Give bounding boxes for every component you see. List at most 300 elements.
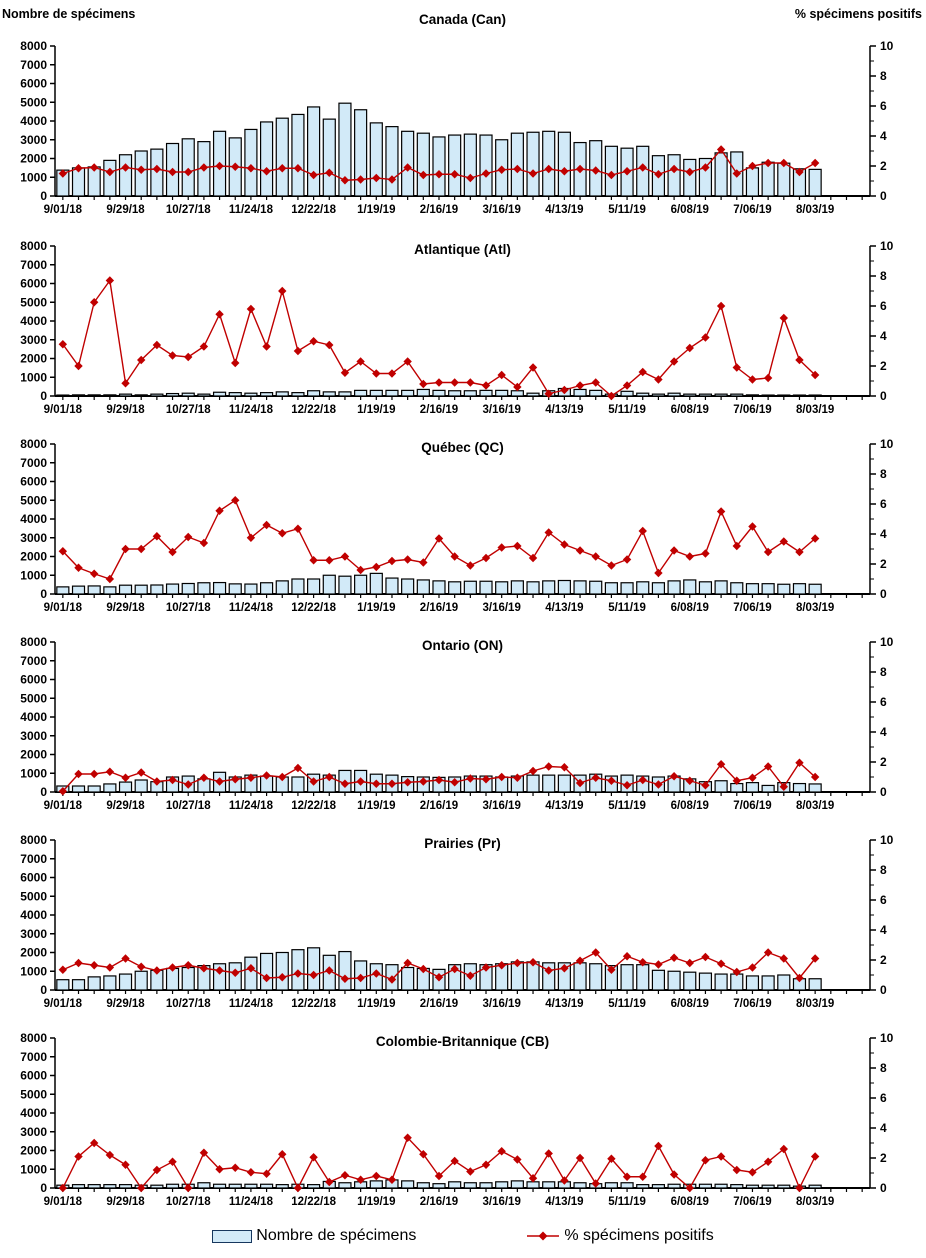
axis-text: 6 bbox=[880, 497, 887, 511]
chart-panel-prairies bbox=[0, 818, 926, 1016]
axis-text: 3000 bbox=[20, 728, 47, 743]
diamond-marker-icon bbox=[247, 305, 255, 313]
chart-svg bbox=[0, 1016, 926, 1214]
axis-text: 5000 bbox=[20, 691, 47, 706]
axis-text: 7000 bbox=[20, 257, 47, 272]
axis-text: 2 bbox=[880, 557, 887, 571]
specimen-bar bbox=[120, 394, 132, 396]
specimen-bar bbox=[496, 582, 508, 594]
axis-text: 9/01/18 bbox=[43, 404, 83, 416]
specimen-bar bbox=[308, 948, 320, 990]
diamond-marker-icon bbox=[215, 507, 223, 515]
specimen-bar bbox=[464, 581, 476, 594]
diamond-marker-icon bbox=[121, 954, 129, 962]
specimen-bar bbox=[605, 1183, 617, 1188]
axis-text: 8/03/19 bbox=[795, 1196, 835, 1208]
diamond-marker-icon bbox=[607, 561, 615, 569]
diamond-marker-icon bbox=[294, 347, 302, 355]
specimen-bar bbox=[574, 581, 586, 594]
axis-text: 12/22/18 bbox=[291, 800, 336, 812]
axis-text: 4 bbox=[880, 923, 887, 937]
specimen-bar bbox=[762, 584, 774, 594]
specimen-bar bbox=[308, 579, 320, 594]
specimen-bar bbox=[323, 119, 335, 196]
axis-text: 3000 bbox=[20, 926, 47, 941]
axis-text: 4 bbox=[880, 527, 887, 541]
specimen-bar bbox=[511, 133, 523, 196]
axis-text: 6/08/19 bbox=[670, 602, 709, 614]
specimen-bar bbox=[668, 971, 680, 990]
diamond-marker-icon bbox=[654, 1142, 662, 1150]
specimen-bar bbox=[809, 1185, 821, 1188]
specimen-bar bbox=[370, 573, 382, 594]
axis-text: 2000 bbox=[20, 1143, 47, 1158]
specimen-bar bbox=[402, 1181, 414, 1188]
axis-text: 8000 bbox=[20, 437, 47, 451]
axis-text: 5/11/19 bbox=[608, 800, 646, 812]
diamond-marker-icon bbox=[325, 556, 333, 564]
axis-text: 1000 bbox=[20, 766, 47, 781]
specimen-bar bbox=[182, 584, 194, 595]
specimen-bar bbox=[402, 390, 414, 396]
specimen-bar bbox=[590, 390, 602, 396]
diamond-marker-icon bbox=[294, 525, 302, 533]
bar-series-swatch bbox=[212, 1230, 252, 1243]
axis-text: 0 bbox=[40, 785, 47, 799]
specimen-bar bbox=[88, 395, 100, 396]
axis-text: 0 bbox=[40, 389, 47, 403]
specimen-bar bbox=[449, 135, 461, 196]
diamond-marker-icon bbox=[137, 963, 145, 971]
diamond-marker-icon bbox=[466, 561, 474, 569]
specimen-bar bbox=[652, 583, 664, 594]
axis-text: 8000 bbox=[20, 239, 47, 253]
specimen-bar bbox=[276, 581, 288, 594]
specimen-bar bbox=[276, 118, 288, 196]
axis-text: 7000 bbox=[20, 653, 47, 668]
specimen-bar bbox=[699, 973, 711, 990]
specimen-bar bbox=[637, 582, 649, 594]
diamond-marker-icon bbox=[90, 961, 98, 969]
axis-text: 8/03/19 bbox=[795, 800, 835, 812]
axis-text: 0 bbox=[880, 389, 887, 403]
specimen-bar bbox=[167, 394, 179, 396]
specimen-bar bbox=[699, 582, 711, 594]
axis-text: 1/19/19 bbox=[357, 602, 396, 614]
chart-panel-colombie-britannique bbox=[0, 1016, 926, 1214]
specimen-bar bbox=[417, 133, 429, 196]
diamond-marker-icon bbox=[309, 1153, 317, 1161]
chart-legend bbox=[0, 1214, 926, 1258]
axis-text: 9/01/18 bbox=[43, 800, 83, 812]
axis-text: 7/06/19 bbox=[733, 602, 772, 614]
specimen-bar bbox=[731, 974, 743, 990]
right-axis-title: % spécimens positifs bbox=[794, 7, 922, 21]
axis-text: 2/16/19 bbox=[419, 204, 459, 216]
axis-text: 11/24/18 bbox=[228, 602, 273, 614]
diamond-marker-icon bbox=[717, 960, 725, 968]
axis-text: 8/03/19 bbox=[795, 998, 835, 1010]
axis-text: 2/16/19 bbox=[419, 602, 459, 614]
left-axis-title: Nombre de spécimens bbox=[2, 7, 136, 21]
axis-text: 1/19/19 bbox=[357, 1196, 396, 1208]
specimen-bar bbox=[762, 785, 774, 792]
specimen-bar bbox=[480, 135, 492, 196]
axis-text: 10 bbox=[880, 39, 894, 53]
specimen-bar bbox=[527, 1182, 539, 1188]
diamond-marker-icon bbox=[639, 1173, 647, 1181]
specimen-bar bbox=[637, 1185, 649, 1188]
diamond-marker-icon bbox=[106, 963, 114, 971]
diamond-marker-icon bbox=[686, 959, 694, 967]
axis-text: 9/29/18 bbox=[106, 404, 145, 416]
specimen-bar bbox=[652, 1185, 664, 1188]
specimen-bar bbox=[292, 777, 304, 792]
chart-panel-canada bbox=[0, 0, 926, 224]
specimen-bar bbox=[746, 976, 758, 990]
axis-text: 9/29/18 bbox=[106, 602, 145, 614]
panel-title: Atlantique (Atl) bbox=[414, 242, 511, 257]
diamond-marker-icon bbox=[717, 302, 725, 310]
specimen-bar bbox=[684, 580, 696, 594]
specimen-bar bbox=[464, 1183, 476, 1188]
axis-text: 1/19/19 bbox=[357, 204, 396, 216]
specimen-bar bbox=[684, 394, 696, 396]
specimen-bar bbox=[762, 1185, 774, 1188]
specimen-bar bbox=[621, 1183, 633, 1188]
axis-text: 0 bbox=[40, 1181, 47, 1195]
specimen-bar bbox=[715, 781, 727, 792]
diamond-marker-icon bbox=[466, 1167, 474, 1175]
specimen-bar bbox=[543, 1182, 555, 1188]
diamond-marker-icon bbox=[450, 378, 458, 386]
diamond-marker-icon bbox=[372, 1172, 380, 1180]
diamond-marker-icon bbox=[592, 552, 600, 560]
axis-text: 0 bbox=[880, 983, 887, 997]
axis-text: 2/16/19 bbox=[419, 998, 459, 1010]
axis-text: 1/19/19 bbox=[357, 404, 396, 416]
specimen-bar bbox=[762, 976, 774, 990]
diamond-marker-icon bbox=[780, 314, 788, 322]
axis-text: 5000 bbox=[20, 493, 47, 508]
axis-text: 0 bbox=[880, 1181, 887, 1195]
diamond-marker-icon bbox=[168, 351, 176, 359]
axis-text: 5000 bbox=[20, 1087, 47, 1102]
specimen-bar bbox=[386, 127, 398, 196]
specimen-bar bbox=[449, 391, 461, 396]
diamond-marker-icon bbox=[811, 1152, 819, 1160]
specimen-bar bbox=[417, 1183, 429, 1188]
specimen-bar bbox=[292, 114, 304, 196]
diamond-marker-icon bbox=[278, 529, 286, 537]
diamond-marker-icon bbox=[701, 953, 709, 961]
specimen-bar bbox=[73, 786, 85, 792]
specimen-bar bbox=[182, 393, 194, 396]
axis-text: 3/16/19 bbox=[482, 602, 521, 614]
specimen-bar bbox=[511, 391, 523, 396]
axis-text: 0 bbox=[40, 587, 47, 601]
specimen-bar bbox=[417, 580, 429, 594]
diamond-marker-icon bbox=[247, 1168, 255, 1176]
specimen-bar bbox=[88, 586, 100, 594]
specimen-bar bbox=[746, 783, 758, 792]
diamond-marker-icon bbox=[388, 557, 396, 565]
specimen-bar bbox=[621, 391, 633, 396]
diamond-marker-icon bbox=[231, 1164, 239, 1172]
axis-text: 10/27/18 bbox=[165, 800, 211, 812]
axis-text: 2/16/19 bbox=[419, 404, 459, 416]
diamond-marker-icon bbox=[137, 768, 145, 776]
diamond-marker-icon bbox=[717, 507, 725, 515]
axis-text: 6 bbox=[880, 299, 887, 313]
specimen-bar bbox=[261, 1184, 273, 1188]
axis-text: 1/19/19 bbox=[357, 800, 396, 812]
axis-text: 6 bbox=[880, 695, 887, 709]
specimen-bar bbox=[339, 392, 351, 396]
specimen-bar bbox=[590, 964, 602, 990]
axis-text: 12/22/18 bbox=[291, 204, 336, 216]
specimen-bar bbox=[511, 581, 523, 594]
specimen-bar bbox=[261, 122, 273, 196]
diamond-marker-icon bbox=[811, 159, 819, 167]
axis-text: 11/24/18 bbox=[228, 204, 273, 216]
axis-text: 4000 bbox=[20, 908, 47, 922]
panel-title: Prairies (Pr) bbox=[424, 836, 501, 851]
specimen-bar bbox=[558, 132, 570, 196]
diamond-marker-icon bbox=[701, 549, 709, 557]
axis-text: 2000 bbox=[20, 945, 47, 960]
diamond-marker-icon bbox=[372, 563, 380, 571]
specimen-bar bbox=[120, 1185, 132, 1188]
axis-text: 10/27/18 bbox=[165, 404, 211, 416]
diamond-marker-icon bbox=[623, 555, 631, 563]
diamond-marker-icon bbox=[539, 1232, 548, 1241]
specimen-bar bbox=[88, 786, 100, 792]
percent-positive-line bbox=[63, 1138, 815, 1188]
axis-text: 2000 bbox=[20, 747, 47, 762]
specimen-bar bbox=[480, 581, 492, 594]
axis-text: 5/11/19 bbox=[608, 1196, 646, 1208]
specimen-bar bbox=[449, 1182, 461, 1188]
axis-text: 5/11/19 bbox=[608, 404, 646, 416]
axis-text: 10/27/18 bbox=[165, 998, 211, 1010]
axis-text: 6000 bbox=[20, 276, 47, 291]
specimen-bar bbox=[229, 584, 241, 594]
specimen-bar bbox=[276, 392, 288, 396]
axis-text: 2 bbox=[880, 1151, 887, 1165]
specimen-bar bbox=[699, 1184, 711, 1188]
diamond-marker-icon bbox=[435, 378, 443, 386]
diamond-marker-icon bbox=[231, 359, 239, 367]
specimen-bar bbox=[543, 581, 555, 594]
specimen-bar bbox=[433, 137, 445, 196]
specimen-bar bbox=[261, 953, 273, 990]
diamond-marker-icon bbox=[278, 287, 286, 295]
axis-text: 9/01/18 bbox=[43, 602, 83, 614]
chart-svg bbox=[0, 818, 926, 1016]
diamond-marker-icon bbox=[670, 954, 678, 962]
axis-text: 6 bbox=[880, 1091, 887, 1105]
diamond-marker-icon bbox=[215, 310, 223, 318]
axis-text: 7/06/19 bbox=[733, 204, 772, 216]
axis-text: 8000 bbox=[20, 1031, 47, 1045]
specimen-bar bbox=[370, 1181, 382, 1188]
specimen-bar bbox=[652, 970, 664, 990]
axis-text: 5/11/19 bbox=[608, 204, 646, 216]
axis-text: 4000 bbox=[20, 512, 47, 526]
axis-text: 6/08/19 bbox=[670, 204, 709, 216]
axis-text: 4/13/19 bbox=[545, 602, 584, 614]
axis-text: 10/27/18 bbox=[165, 1196, 211, 1208]
specimen-bar bbox=[433, 1184, 445, 1188]
specimen-bar bbox=[731, 583, 743, 594]
diamond-marker-icon bbox=[90, 770, 98, 778]
specimen-bar bbox=[590, 581, 602, 594]
specimen-bar bbox=[793, 784, 805, 792]
specimen-bar bbox=[167, 584, 179, 594]
specimen-bar bbox=[104, 976, 116, 990]
specimen-bar bbox=[355, 390, 367, 396]
specimen-bar bbox=[214, 392, 226, 396]
axis-text: 8000 bbox=[20, 635, 47, 649]
diamond-marker-icon bbox=[231, 496, 239, 504]
axis-text: 9/29/18 bbox=[106, 998, 145, 1010]
specimen-bar bbox=[762, 395, 774, 396]
specimen-bar bbox=[746, 584, 758, 594]
specimen-bar bbox=[715, 581, 727, 594]
specimen-bar bbox=[245, 957, 257, 990]
specimen-bar bbox=[245, 393, 257, 396]
specimen-bar bbox=[73, 1185, 85, 1188]
specimen-bar bbox=[57, 980, 69, 990]
diamond-marker-icon bbox=[121, 1161, 129, 1169]
axis-text: 0 bbox=[40, 189, 47, 203]
specimen-bar bbox=[621, 583, 633, 594]
axis-text: 6000 bbox=[20, 474, 47, 489]
axis-text: 8/03/19 bbox=[795, 204, 835, 216]
axis-text: 2 bbox=[880, 953, 887, 967]
specimen-bar bbox=[668, 1184, 680, 1188]
specimen-bar bbox=[276, 1185, 288, 1188]
specimen-bar bbox=[558, 775, 570, 792]
axis-text: 6/08/19 bbox=[670, 1196, 709, 1208]
axis-text: 9/01/18 bbox=[43, 1196, 83, 1208]
axis-text: 8 bbox=[880, 665, 887, 679]
specimen-bar bbox=[715, 974, 727, 990]
axis-text: 10 bbox=[880, 437, 894, 451]
axis-text: 4000 bbox=[20, 710, 47, 724]
axis-text: 8000 bbox=[20, 39, 47, 53]
axis-text: 4/13/19 bbox=[545, 1196, 584, 1208]
axis-text: 4/13/19 bbox=[545, 998, 584, 1010]
axis-text: 8 bbox=[880, 467, 887, 481]
chart-panel-quebec bbox=[0, 422, 926, 620]
specimen-bar bbox=[151, 1185, 163, 1188]
specimen-bar bbox=[527, 132, 539, 196]
specimen-bar bbox=[292, 393, 304, 396]
axis-text: 7000 bbox=[20, 1049, 47, 1064]
axis-text: 12/22/18 bbox=[291, 1196, 336, 1208]
specimen-bar bbox=[809, 584, 821, 594]
panel-title: Ontario (ON) bbox=[422, 638, 503, 653]
diamond-marker-icon bbox=[59, 966, 67, 974]
specimen-bar bbox=[120, 585, 132, 594]
specimen-bar bbox=[104, 784, 116, 792]
specimen-bar bbox=[527, 393, 539, 396]
specimen-bar bbox=[120, 155, 132, 196]
specimen-bar bbox=[104, 587, 116, 594]
specimen-bar bbox=[684, 972, 696, 990]
axis-text: 3/16/19 bbox=[482, 800, 521, 812]
panel-title: Canada (Can) bbox=[418, 12, 507, 27]
axis-text: 6000 bbox=[20, 672, 47, 687]
specimen-bar bbox=[605, 583, 617, 594]
diamond-marker-icon bbox=[184, 353, 192, 361]
specimen-bar bbox=[574, 1183, 586, 1188]
axis-text: 0 bbox=[880, 189, 887, 203]
specimen-bar bbox=[276, 953, 288, 991]
diamond-marker-icon bbox=[701, 1156, 709, 1164]
specimen-bar bbox=[355, 575, 367, 594]
specimen-bar bbox=[261, 393, 273, 396]
specimen-bar bbox=[793, 395, 805, 396]
axis-text: 8 bbox=[880, 269, 887, 283]
axis-text: 5000 bbox=[20, 95, 47, 110]
axis-text: 0 bbox=[880, 587, 887, 601]
axis-text: 0 bbox=[40, 983, 47, 997]
specimen-bar bbox=[370, 123, 382, 196]
axis-text: 7/06/19 bbox=[733, 998, 772, 1010]
axis-text: 1000 bbox=[20, 568, 47, 583]
axis-text: 10/27/18 bbox=[165, 602, 211, 614]
axis-text: 4/13/19 bbox=[545, 404, 584, 416]
diamond-marker-icon bbox=[764, 548, 772, 556]
specimen-bar bbox=[104, 1185, 116, 1188]
specimen-bar bbox=[57, 395, 69, 396]
axis-text: 3000 bbox=[20, 332, 47, 347]
specimen-bar bbox=[214, 1184, 226, 1188]
specimen-bar bbox=[778, 163, 790, 196]
diamond-marker-icon bbox=[576, 1154, 584, 1162]
specimen-bar bbox=[668, 393, 680, 396]
specimen-bar bbox=[715, 1184, 727, 1188]
axis-text: 10 bbox=[880, 833, 894, 847]
axis-text: 4 bbox=[880, 129, 887, 143]
legend-label-specimens: Nombre de spécimens bbox=[256, 1227, 417, 1244]
axis-text: 3/16/19 bbox=[482, 204, 521, 216]
specimen-bar bbox=[104, 160, 116, 196]
specimen-bar bbox=[464, 134, 476, 196]
axis-text: 7/06/19 bbox=[733, 404, 772, 416]
diamond-marker-icon bbox=[309, 337, 317, 345]
axis-text: 8 bbox=[880, 863, 887, 877]
specimen-bar bbox=[308, 107, 320, 196]
diamond-marker-icon bbox=[545, 1149, 553, 1157]
specimen-bar bbox=[778, 975, 790, 990]
specimen-bar bbox=[543, 775, 555, 792]
legend-item-positifs bbox=[526, 1227, 713, 1245]
axis-text: 4000 bbox=[20, 1106, 47, 1120]
axis-text: 10/27/18 bbox=[165, 204, 211, 216]
specimen-bar bbox=[198, 1183, 210, 1188]
specimen-bar bbox=[449, 582, 461, 594]
axis-text: 4 bbox=[880, 329, 887, 343]
specimen-bar bbox=[135, 395, 147, 396]
specimen-bar bbox=[668, 155, 680, 196]
specimen-bar bbox=[120, 782, 132, 792]
axis-text: 4 bbox=[880, 725, 887, 739]
specimen-bar bbox=[652, 394, 664, 396]
